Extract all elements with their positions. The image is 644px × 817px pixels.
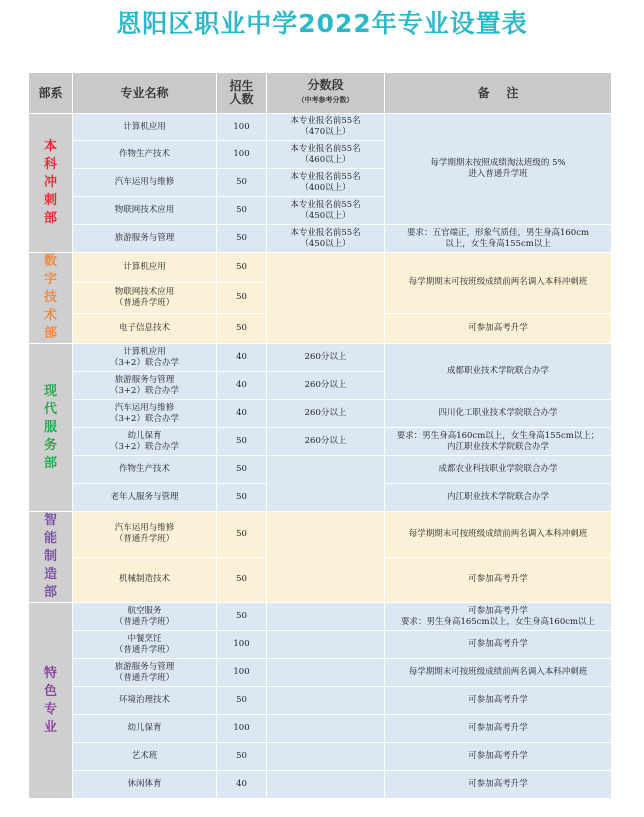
table-row	[29, 400, 612, 428]
note-cell: 可参加高考升学	[385, 715, 612, 743]
quota-cell: 100	[217, 715, 267, 743]
note-cell: 可参加高考升学	[385, 687, 612, 715]
note-cell: 成都农业科技职业学院联合办学	[385, 456, 612, 484]
major-table	[28, 72, 612, 799]
score-cell: 本专业报名前55名 （400以上）	[267, 169, 385, 197]
major-cell: 旅游服务与管理 （普通升学班）	[73, 659, 217, 687]
note-cell: 要求：男生身高160cm以上，女生身高155cm以上； 内江职业技术学院联合办学	[385, 428, 612, 456]
table-row	[29, 344, 612, 372]
dept-cell	[29, 603, 73, 799]
major-cell: 艺术班	[73, 743, 217, 771]
major-cell: 作物生产技术	[73, 141, 217, 169]
note-cell: 内江职业技术学院联合办学	[385, 484, 612, 512]
dept-char: 术	[43, 308, 57, 323]
table-row	[29, 114, 612, 141]
note-cell: 每学期期末按照成绩淘汰班级的 5% 进入普通升学班	[385, 114, 612, 225]
quota-cell: 50	[217, 313, 267, 343]
page-title: 恩阳区职业中学2022年专业设置表	[116, 9, 528, 38]
quota-cell: 50	[217, 197, 267, 225]
quota-cell: 40	[217, 771, 267, 799]
header-note: 备 注	[385, 73, 612, 114]
dept-char: 本	[43, 139, 57, 154]
note-cell: 可参加高考升学	[385, 631, 612, 659]
major-cell: 作物生产技术	[73, 456, 217, 484]
major-cell: 旅游服务与管理 （3+2）联合办学	[73, 372, 217, 400]
score-cell: 本专业报名前55名 （460以上）	[267, 141, 385, 169]
quota-cell: 40	[217, 344, 267, 372]
score-cell	[267, 715, 385, 743]
major-cell: 计算机应用 （3+2）联合办学	[73, 344, 217, 372]
quota-cell: 50	[217, 557, 267, 603]
quota-cell: 50	[217, 512, 267, 558]
dept-char: 现	[43, 383, 57, 399]
score-cell: 本专业报名前55名 （450以上）	[267, 197, 385, 225]
header-dept: 部系	[29, 73, 73, 114]
major-cell: 计算机应用	[73, 114, 217, 141]
header-row	[29, 73, 612, 114]
dept-char: 部	[43, 211, 57, 226]
major-cell: 航空服务 （普通升学班）	[73, 603, 217, 631]
score-cell	[267, 512, 385, 603]
score-cell	[267, 603, 385, 631]
note-cell: 要求：五官端正，形象气质佳，男生身高160cm 以上，女生身高155cm以上	[385, 225, 612, 253]
major-cell: 物联网技术应用 （普通升学班）	[73, 283, 217, 313]
table-row	[29, 512, 612, 558]
note-cell: 可参加高考升学	[385, 313, 612, 343]
table-row	[29, 771, 612, 799]
major-cell: 中餐烹饪 （普通升学班）	[73, 631, 217, 659]
table-row	[29, 225, 612, 253]
dept-char: 字	[43, 272, 57, 287]
quota-cell: 50	[217, 743, 267, 771]
dept-char: 特	[43, 665, 57, 681]
quota-cell: 100	[217, 659, 267, 687]
major-cell: 物联网技术应用	[73, 197, 217, 225]
score-cell	[267, 771, 385, 799]
dept-cell	[29, 344, 73, 512]
dept-char: 服	[43, 419, 57, 435]
score-cell	[267, 253, 385, 344]
dept-char: 专	[43, 701, 57, 717]
dept-cell	[29, 512, 73, 603]
quota-cell: 50	[217, 687, 267, 715]
quota-cell: 50	[217, 428, 267, 456]
quota-cell: 50	[217, 484, 267, 512]
major-cell: 环境治理技术	[73, 687, 217, 715]
major-cell: 计算机应用	[73, 253, 217, 283]
header-major: 专业名称	[73, 73, 217, 114]
quota-cell: 100	[217, 631, 267, 659]
note-cell: 可参加高考升学	[385, 771, 612, 799]
note-cell: 每学期期末可按班级成绩前两名调入本科冲刺班	[385, 253, 612, 314]
dept-cell	[29, 114, 73, 253]
table-row	[29, 715, 612, 743]
dept-char: 制	[43, 549, 57, 564]
major-cell: 幼儿保育	[73, 715, 217, 743]
major-cell: 幼儿保育 （3+2）联合办学	[73, 428, 217, 456]
quota-cell: 100	[217, 141, 267, 169]
header-quota: 招生 人数	[217, 73, 267, 114]
score-cell	[267, 687, 385, 715]
header-score: 分数段 （中考参考分数）	[267, 73, 385, 114]
quota-cell: 50	[217, 253, 267, 283]
dept-cell	[29, 253, 73, 344]
dept-char: 数	[43, 254, 57, 269]
score-cell: 260分以上	[267, 400, 385, 428]
note-cell: 可参加高考升学 要求：男生身高165cm以上，女生身高160cm以上	[385, 603, 612, 631]
score-cell	[267, 743, 385, 771]
dept-char: 务	[43, 437, 57, 453]
table-row	[29, 603, 612, 631]
score-cell: 260分以上	[267, 428, 385, 456]
quota-cell: 50	[217, 225, 267, 253]
quota-cell: 50	[217, 283, 267, 313]
major-cell: 老年人服务与管理	[73, 484, 217, 512]
major-cell: 旅游服务与管理	[73, 225, 217, 253]
note-cell: 可参加高考升学	[385, 557, 612, 603]
quota-cell: 50	[217, 456, 267, 484]
dept-char: 部	[43, 455, 57, 471]
score-cell: 260分以上	[267, 372, 385, 400]
score-cell: 本专业报名前55名 （470以上）	[267, 114, 385, 141]
score-cell: 260分以上	[267, 344, 385, 372]
dept-char: 业	[43, 719, 57, 735]
note-cell: 可参加高考升学	[385, 743, 612, 771]
major-cell: 机械制造技术	[73, 557, 217, 603]
quota-cell: 40	[217, 400, 267, 428]
table-row	[29, 631, 612, 659]
score-cell	[267, 659, 385, 687]
major-cell: 休闲体育	[73, 771, 217, 799]
table-row	[29, 456, 612, 484]
score-cell	[267, 456, 385, 512]
table-row	[29, 743, 612, 771]
note-cell: 每学期期末可按班级成绩前两名调入本科冲刺班	[385, 512, 612, 558]
quota-cell: 50	[217, 169, 267, 197]
quota-cell: 40	[217, 372, 267, 400]
dept-char: 色	[43, 683, 57, 699]
dept-char: 部	[43, 326, 57, 341]
major-cell: 汽车运用与维修 （普通升学班）	[73, 512, 217, 558]
table-row	[29, 428, 612, 456]
dept-char: 能	[43, 531, 57, 546]
table-row	[29, 687, 612, 715]
quota-cell: 50	[217, 603, 267, 631]
note-cell: 成都职业技术学院联合办学	[385, 344, 612, 400]
note-cell: 四川化工职业技术学院联合办学	[385, 400, 612, 428]
major-cell: 汽车运用与维修	[73, 169, 217, 197]
table-row	[29, 253, 612, 283]
dept-char: 造	[43, 567, 57, 582]
score-cell: 本专业报名前55名 （450以上）	[267, 225, 385, 253]
dept-char: 技	[43, 290, 57, 305]
dept-char: 科	[43, 157, 57, 172]
dept-char: 冲	[43, 175, 57, 190]
note-cell: 每学期期末可按班级成绩前两名调入本科冲刺班	[385, 659, 612, 687]
major-cell: 电子信息技术	[73, 313, 217, 343]
quota-cell: 100	[217, 114, 267, 141]
score-cell	[267, 631, 385, 659]
table-row	[29, 659, 612, 687]
dept-char: 代	[43, 401, 57, 417]
dept-char: 刺	[43, 193, 57, 208]
dept-char: 智	[43, 513, 57, 528]
dept-char: 部	[43, 585, 57, 600]
major-cell: 汽车运用与维修 （3+2）联合办学	[73, 400, 217, 428]
